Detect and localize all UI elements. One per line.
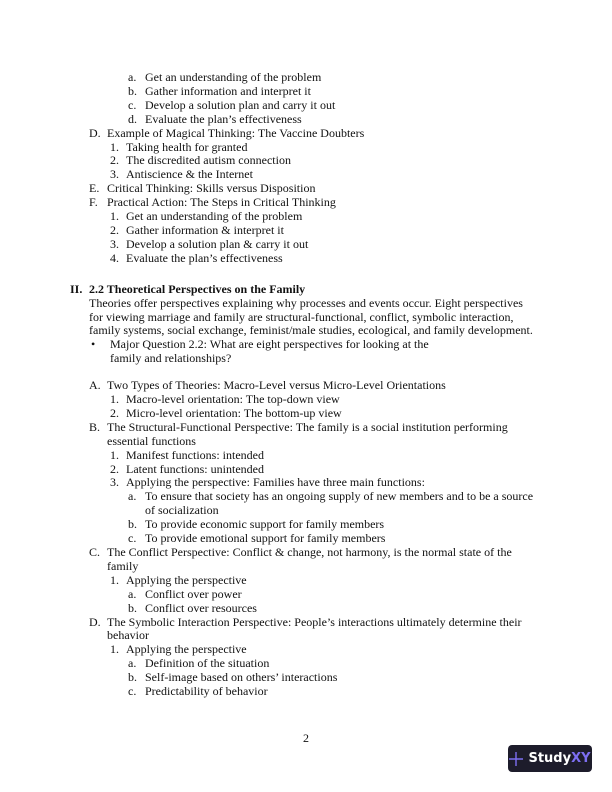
outline-marker: a.: [128, 586, 137, 601]
outline-marker: 2.: [110, 405, 119, 420]
outline-text: 2.2 Theoretical Perspectives on the Family: [89, 281, 306, 296]
outline-marker: c.: [128, 97, 137, 112]
outline-marker: 3.: [110, 475, 119, 490]
outline-item: [0, 574, 612, 588]
outline-text: Critical Thinking: Skills versus Disposition: [107, 181, 316, 196]
outline-item: [0, 421, 612, 449]
outline-text: Example of Magical Thinking: The Vaccine Doubters: [107, 125, 365, 140]
outline-text: Gather information and interpret it: [145, 83, 311, 98]
outline-text: Macro-level orientation: The top-down view: [126, 392, 340, 407]
outline-text: Self-image based on others’ interactions: [145, 670, 338, 685]
outline-item: [0, 407, 612, 421]
outline-text: The discredited autism connection: [126, 153, 291, 168]
outline-item: [0, 71, 612, 85]
section-heading: [0, 283, 612, 297]
outline-text: Two Types of Theories: Macro-Level versus Micro-Level Orientations: [107, 378, 446, 393]
outline-marker: C.: [89, 545, 101, 559]
outline-item: [0, 518, 612, 532]
outline-text: Applying the perspective: [126, 572, 247, 587]
outline-text: Taking health for granted: [126, 139, 248, 154]
outline-item: [0, 671, 612, 685]
outline-marker: 1.: [110, 572, 119, 587]
outline-marker: D.: [89, 125, 101, 140]
outline-item: [0, 616, 612, 644]
outline-text: To provide economic support for family members: [145, 517, 385, 532]
outline-item: [0, 168, 612, 182]
outline-item: [0, 252, 612, 266]
outline-marker: 1.: [110, 392, 119, 407]
studyxy-badge[interactable]: [508, 745, 592, 772]
paragraph: [0, 297, 612, 339]
outline-marker: 1.: [110, 139, 119, 154]
outline-text: Get an understanding of the problem: [126, 209, 303, 224]
outline-item: [0, 379, 612, 393]
outline-item: [0, 127, 612, 141]
outline-marker: a.: [128, 70, 137, 84]
outline-item: [0, 154, 612, 168]
outline-text: Definition of the situation: [145, 656, 270, 671]
outline-marker: E.: [89, 181, 100, 196]
outline-marker: b.: [128, 517, 137, 532]
outline-text: Predictability of behavior: [145, 684, 268, 699]
outline-marker: 3.: [110, 167, 119, 182]
outline-text: Develop a solution plan and carry it out: [145, 97, 336, 112]
outline-marker: 3.: [110, 236, 119, 251]
outline-marker: II.: [70, 281, 83, 296]
outline-item: [0, 224, 612, 238]
badge-text-study: Study: [528, 751, 572, 766]
outline-text: Evaluate the plan’s effectiveness: [126, 250, 283, 265]
outline-text: Applying the perspective: Families have three main functions:: [126, 475, 425, 490]
outline-item: [0, 602, 612, 616]
outline-marker: 1.: [110, 642, 119, 657]
outline-marker: b.: [128, 600, 137, 615]
outline-item: [0, 449, 612, 463]
plus-icon: [509, 752, 523, 766]
outline-marker: D.: [89, 614, 101, 629]
outline-item: [0, 463, 612, 477]
outline-item: [0, 85, 612, 99]
outline-item: [0, 113, 612, 127]
outline-text: Conflict over power: [145, 586, 242, 601]
outline-marker: b.: [128, 670, 137, 685]
outline-item: [0, 99, 612, 113]
outline-item: [0, 476, 612, 490]
outline-text: Major Question 2.2: What are eight perspectives for looking at the family and relationships?: [110, 337, 429, 366]
outline-text: Latent functions: unintended: [126, 461, 264, 476]
outline-marker: 1.: [110, 447, 119, 462]
outline-marker: d.: [128, 111, 137, 126]
outline-marker: B.: [89, 419, 101, 434]
outline-item: [0, 141, 612, 155]
outline-marker: b.: [128, 83, 137, 98]
outline-marker: a.: [128, 489, 137, 504]
outline-item: [0, 238, 612, 252]
outline-text: Practical Action: The Steps in Critical Thinking: [107, 195, 336, 210]
outline-item: [0, 657, 612, 671]
outline-item: [0, 546, 612, 574]
outline-text: Evaluate the plan’s effectiveness: [145, 111, 302, 126]
outline-text: Antiscience & the Internet: [126, 167, 253, 182]
outline-marker: A.: [89, 378, 101, 393]
document-body: [0, 71, 612, 699]
outline-marker: c.: [128, 684, 137, 699]
outline-marker: c.: [128, 531, 137, 546]
outline-text: Manifest functions: intended: [126, 447, 264, 462]
outline-marker: a.: [128, 656, 137, 671]
outline-marker: 1.: [110, 209, 119, 224]
outline-text: The Structural-Functional Perspective: The family is a social institution performing essential functions: [107, 419, 508, 448]
outline-marker: •: [91, 337, 96, 352]
outline-marker: F.: [89, 195, 98, 210]
outline-item: [0, 182, 612, 196]
outline-item: [0, 210, 612, 224]
badge-label: [528, 751, 590, 766]
outline-text: Theories offer perspectives explaining why processes and events occur. Eight perspectives for viewing marriage and family are structural-functional, conflict, symbolic interaction, family systems, social exchange, feminist/male studies, ecological, and family development.: [89, 295, 533, 338]
outline-text: Gather information & interpret it: [126, 222, 284, 237]
outline-item: [0, 393, 612, 407]
badge-text-xy: XY: [571, 751, 591, 766]
outline-item: [0, 685, 612, 699]
outline-text: To provide emotional support for family members: [145, 531, 386, 546]
outline-text: The Symbolic Interaction Perspective: People’s interactions ultimately determine their behavior: [107, 614, 522, 643]
outline-text: Conflict over resources: [145, 600, 257, 615]
outline-text: Micro-level orientation: The bottom-up view: [126, 405, 342, 420]
outline-text: The Conflict Perspective: Conflict & change, not harmony, is the normal state of the family: [107, 545, 512, 573]
outline-item: [0, 643, 612, 657]
outline-item: [0, 338, 612, 366]
page-number: 2: [303, 731, 309, 745]
outline-marker: 4.: [110, 250, 119, 265]
outline-marker: 2.: [110, 153, 119, 168]
outline-item: [0, 490, 612, 518]
outline-item: [0, 588, 612, 602]
outline-text: Applying the perspective: [126, 642, 247, 657]
outline-marker: 2.: [110, 222, 119, 237]
outline-text: Develop a solution plan & carry it out: [126, 236, 309, 251]
outline-text: To ensure that society has an ongoing supply of new members and to be a source of socialization: [145, 489, 534, 518]
outline-text: Get an understanding of the problem: [145, 70, 322, 84]
outline-item: [0, 196, 612, 210]
outline-marker: 2.: [110, 461, 119, 476]
outline-item: [0, 532, 612, 546]
